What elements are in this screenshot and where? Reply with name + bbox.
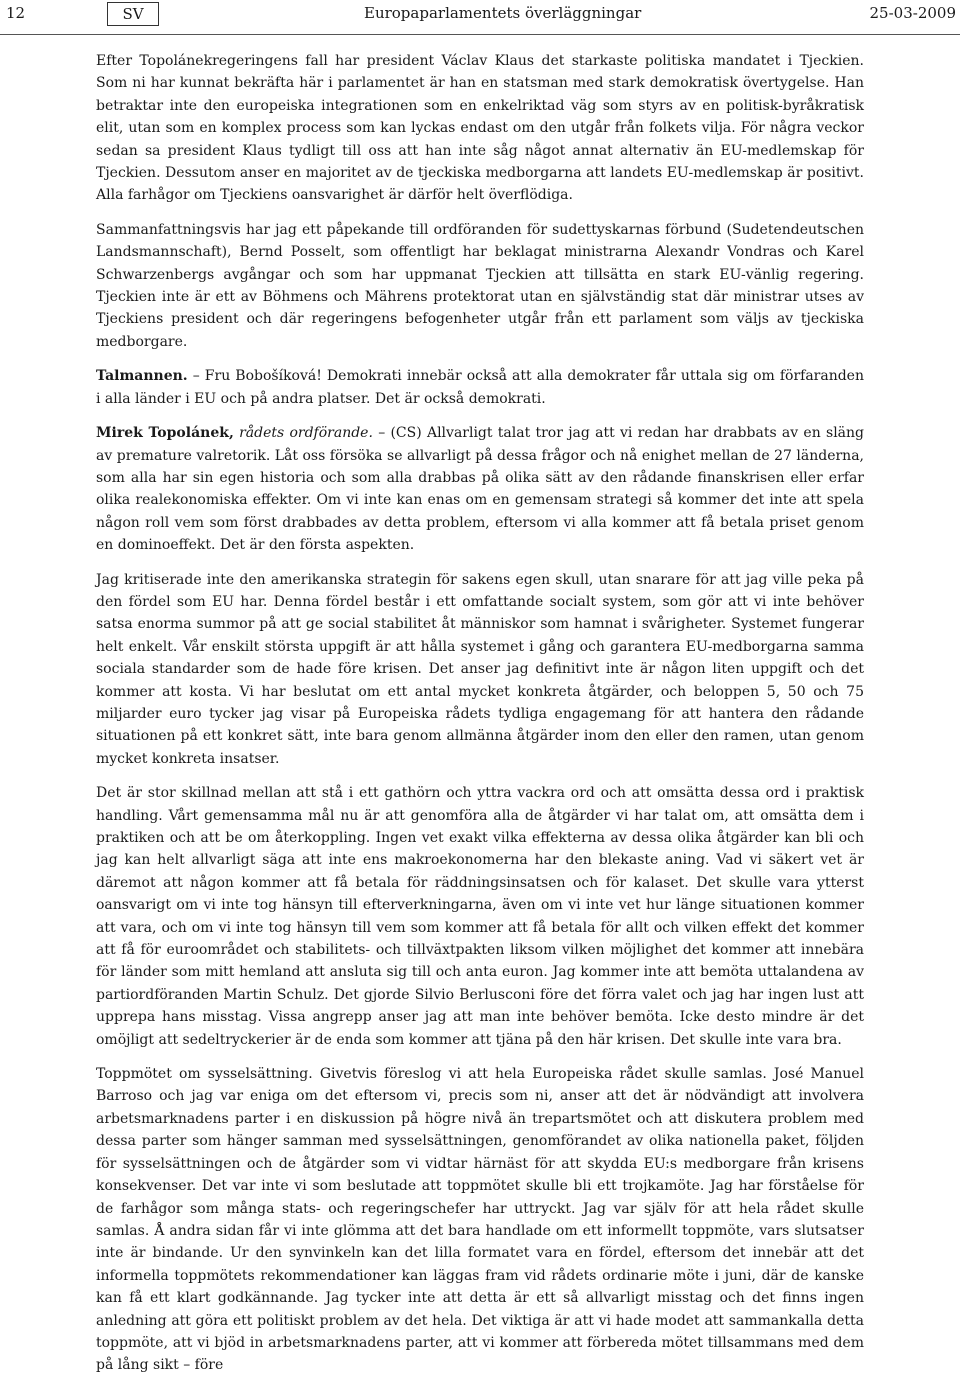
paragraph: Det är stor skillnad mellan att stå i ett gathörn och yttra vackra ord och att omsätta dessa ord i praktisk handling. Vårt gemensamma mål nu är att genomföra alla de åtgärder vi har talat om, att omsätta dem i praktiken och att be om återkoppling. Ingen vet exakt vilka effekterna av dessa olika åtgärder kan bli och jag kan helt allvarligt säga att inte ens makroekonomerna har den blekaste aning. Vad vi säkert vet är däremot att någon kommer att få betala för räddningsinsatsen och för kalaset. Det skulle vara ytterst oansvarigt om vi inte tog hänsyn till efterverkningarna, även om vi inte vet hur länge situationen kommer att vara, och om vi inte tog hänsyn till vem som kommer att få betala för allt och vilken effekt det kommer att få för euroområdet och stabilitets- och tillväxtpakten liksom vilken möjlighet det kommer att innebära för länder som mitt hemland att ansluta sig till och anta euron. Jag kommer inte att bemöta uttalandena av partiordföranden Martin Schulz. Det gjorde Silvio Berlusconi före det förra valet och jag har ingen lust att upprepa hans misstag. Vissa angrepp anser jag att man inte behöver bemöta. Icke desto mindre är det omöjligt att sedeltryckerier är de enda som kommer att tjäna på den här krisen. Det skulle inte vara bra. [96, 785, 864, 1048]
publication-title: Europaparlamentets överläggningar [364, 4, 642, 22]
speech-topolanek [96, 422, 864, 556]
speaker-name: Talmannen. [96, 368, 188, 385]
speaker-name: Mirek Topolánek, [96, 425, 234, 442]
speaker-role: rådets ordförande. [233, 425, 373, 442]
paragraph: Toppmötet om sysselsättning. Givetvis föreslog vi att hela Europeiska rådet skulle samlas. José Manuel Barroso och jag var eniga om det eftersom vi, precis som ni, anser att det är nödvändigt att involvera arbetsmarknadens parter i en diskussion på högre nivå än trepartsmötet och att diskutera problem med dessa parter som hänger samman med sysselsättningen, genomförandet av olika nationella paket, följden för sysselsättningen och de åtgärder som vi vidtar härnäst för att skydda EU:s medborgare från krisens konsekvenser. Det var inte vi som beslutade att toppmötet skulle bli ett trojkamöte. Jag har förståelse för de farhågor som många stats- och regeringschefer har uttryckt. Jag var själv för att hela rådet skulle samlas. Å andra sidan får vi inte glömma att det bara handlade om ett informellt toppmöte, vars slutsatser inte är bindande. Ur den synvinkeln kan det lilla formatet vara en fördel, eftersom det innebär att det informella toppmötets rekommendationer kan läggas fram vid rådets ordinarie möte i juni, där de kanske kan få ett klart godkännande. Jag tycker inte att detta är ett så allvarligt misstag och det finns ingen anledning att göra ett politiskt problem av det hela. Det viktiga är att vi hade modet att sammankalla detta toppmöte, att vi bjöd in arbetsmarknadens parter, att vi kommer att förbereda mötet tillsammans med dem på lång sikt – före [96, 1066, 864, 1374]
paragraph: Efter Topolánekregeringens fall har president Václav Klaus det starkaste politiska mandatet i Tjeckien. Som ni har kunnat bekräfta här i parlamentet är han en statsman med stark demokratisk övertygelse. Han betraktar inte den europeiska integrationen som en enkelriktad väg som styrs av en politisk-byråkratisk elit, utan som en komplex process som kan lyckas endast om den utgår från folkets vilja. För några veckor sedan sa president Klaus tydligt till oss att han inte såg något annat alternativ än EU-medlemskap för Tjeckien. Dessutom anser en majoritet av de tjeckiska medborgarna att landets EU-medlemskap är positivt. Alla farhågor om Tjeckiens oansvarighet är därför helt överflödiga. [96, 53, 864, 204]
language-box: SV [107, 2, 159, 26]
speech-text: – (CS) Allvarligt talat tror jag att vi redan har drabbats av en släng av premature valretorik. Låt oss försöka se allvarligt på dessa frågor och nå enighet mellan de 27 länderna, som alla har sin egen historia och som alla drabbas på olika sätt av den rådande finanskrisen eller erfar olika realekonomiska effekter. Om vi inte kan enas om en gemensam strategi så kommer det inte att spela någon roll vem som först drabbades av detta problem, eftersom vi alla kommer att få betala priset genom en dominoeffekt. Det är den första aspekten. [96, 425, 864, 554]
speech-text: – Fru Bobošíková! Demokrati innebär också att alla demokrater får uttala sig om förfaranden i alla länder i EU och på andra platser. Det är också demokrati. [96, 368, 864, 407]
publication-date: 25-03-2009 [869, 4, 956, 22]
body-text [96, 50, 864, 1389]
speech-talmannen [96, 365, 864, 410]
page-header [0, 0, 960, 35]
paragraph: Jag kritiserade inte den amerikanska strategin för sakens egen skull, utan snarare för att jag ville peka på den fördel som EU har. Denna fördel består i ett omfattande socialt system, som gör att vi inte behöver satsa enorma summor på att ge social stabilitet åt människor som hamnat i svårigheter. Systemet fungerar helt enkelt. Vår enskilt största uppgift är att hålla systemet i gång och garantera EU-medborgarna samma sociala standarder som de hade före krisen. Det anser jag definitivt inte är någon liten uppgift och det kommer att kosta. Vi har beslutat om ett antal mycket konkreta åtgärder, och beloppen 5, 50 och 75 miljarder euro tycker jag visar på Europeiska rådets tydliga engagemang för att hantera den rådande situationen på ett konkret sätt, inte bara genom allmänna åtgärder inom den eller den ramen, utan genom mycket konkreta insatser. [96, 571, 864, 767]
paragraph: Sammanfattningsvis har jag ett påpekande till ordföranden för sudettyskarnas förbund (Sudetendeutschen Landsmannschaft), Bernd Posselt, som offentligt har beklagat ministrarna Alexandr Vondras och Karel Schwarzenbergs avgångar och som har uppmanat Tjeckien att tillsätta en stark EU-vänlig regering. Tjeckien inte är ett av Böhmens och Mährens protektorat utan en självständig stat där ministrar utses av Tjeckiens president och där regeringens befogenheter utgår från ett parlament som väljs av tjeckiska medborgare. [96, 221, 864, 350]
page-number: 12 [6, 4, 26, 22]
